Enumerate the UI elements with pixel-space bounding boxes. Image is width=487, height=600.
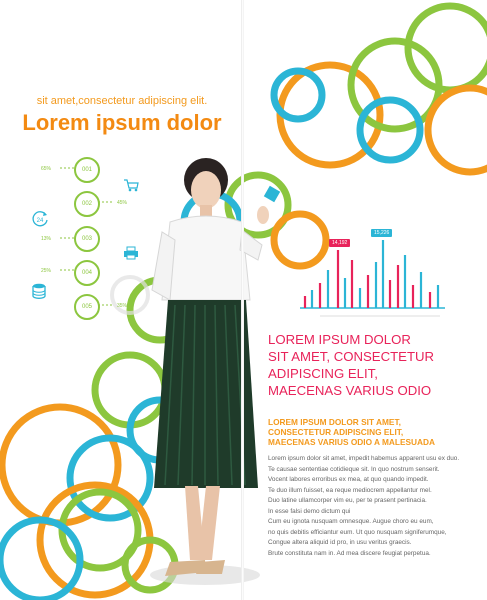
- chart-value-label: 15,226: [371, 229, 392, 237]
- sub-heading: [268, 417, 483, 447]
- model-figure: [150, 158, 280, 585]
- body-line: Cum eu ignota nusquam omnesque. Augue choro eu eum,: [268, 518, 434, 525]
- printer-icon: [123, 246, 139, 260]
- body-line: Vocent labores erroribus ex mea, at quo quando impedit.: [268, 476, 429, 483]
- step-002: 002: [74, 191, 100, 217]
- body-line: no quis debitis efficiantur eum. Ut quo nusquam signiferumque,: [268, 528, 447, 536]
- percent-label: 35%: [117, 303, 128, 309]
- body-line: Lorem ipsum dolor sit amet, impedit habemus apparent usu ex duo.: [268, 455, 460, 462]
- step-005: 005: [74, 294, 100, 320]
- database-icon: [32, 283, 46, 299]
- percent-label: 25%: [41, 268, 52, 274]
- heading-line: LOREM IPSUM DOLOR: [268, 332, 411, 347]
- heading-line: SIT AMET, CONSECTETUR: [268, 349, 435, 364]
- cart-icon: [123, 178, 139, 192]
- sub-heading-line: LOREM IPSUM DOLOR SIT AMET,: [268, 417, 401, 427]
- clock-icon: [31, 210, 49, 228]
- page-fold: [241, 0, 244, 600]
- heading-line: MAECENAS VARIUS ODIO: [268, 383, 432, 398]
- heading-line: ADIPISCING ELIT,: [268, 366, 378, 381]
- body-line: In esse falsi demo dictum qui: [268, 507, 351, 515]
- step-003: 003: [74, 226, 100, 252]
- body-line: Te duo illum fuisset, ea reque mediocrem appellantur mel.: [268, 486, 432, 494]
- body-text: [268, 454, 483, 559]
- body-line: Congue altera aliquid id pro, in usu veritus graecis.: [268, 539, 412, 546]
- chart-value-label: 14,192: [329, 239, 350, 247]
- body-line: Te causae sententiae cotidieque sit. In quo nostrum senserit.: [268, 465, 440, 473]
- percent-label: 65%: [41, 166, 52, 172]
- percent-label: 45%: [117, 200, 128, 206]
- main-heading: [268, 331, 483, 399]
- body-line: Brute constituta nam in. Ad mea discere feugiat perpetua.: [268, 549, 431, 557]
- sub-heading-line: CONSECTETUR ADIPISCING ELIT,: [268, 427, 404, 437]
- clock-number: 24: [36, 218, 44, 224]
- body-line: Duo latine ullamcorper vim eu, per te prasent pertinacia.: [268, 497, 427, 504]
- percent-label: 13%: [41, 236, 52, 242]
- step-001: 001: [74, 157, 100, 183]
- header-subtitle: sit amet,consectetur adipiscing elit.: [36, 95, 208, 107]
- step-004: 004: [74, 260, 100, 286]
- sub-heading-line: MAECENAS VARIUS ODIO A MALESUADA: [268, 437, 436, 447]
- header-title: Lorem ipsum dolor: [22, 110, 222, 135]
